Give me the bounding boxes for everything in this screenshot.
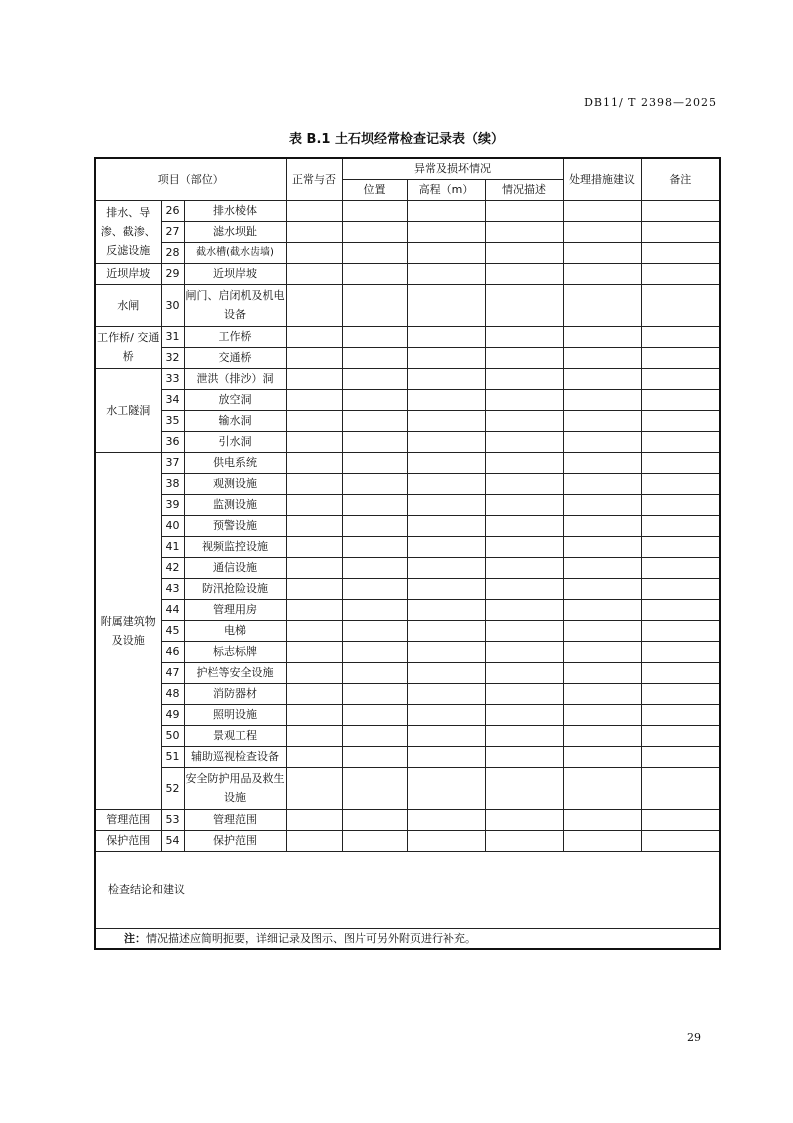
category-auxiliary: 附属建筑物及设施 bbox=[95, 452, 161, 809]
cell-remarks[interactable] bbox=[641, 494, 720, 515]
cell-remarks[interactable] bbox=[641, 725, 720, 746]
cell-description[interactable] bbox=[485, 683, 563, 704]
cell-normal[interactable] bbox=[286, 599, 342, 620]
cell-measures[interactable] bbox=[563, 746, 641, 767]
row-item-name: 滤水坝趾 bbox=[184, 221, 286, 242]
cell-position[interactable] bbox=[342, 221, 407, 242]
row-item-name: 引水洞 bbox=[184, 431, 286, 452]
cell-elevation[interactable] bbox=[407, 683, 485, 704]
cell-measures[interactable] bbox=[563, 809, 641, 830]
row-number: 46 bbox=[161, 641, 184, 662]
cell-normal[interactable] bbox=[286, 641, 342, 662]
cell-remarks[interactable] bbox=[641, 368, 720, 389]
cell-measures[interactable] bbox=[563, 578, 641, 599]
cell-position[interactable] bbox=[342, 326, 407, 347]
conclusion-label: 检查结论和建议 bbox=[108, 883, 185, 896]
row-number: 41 bbox=[161, 536, 184, 557]
cell-position[interactable] bbox=[342, 662, 407, 683]
cell-normal[interactable] bbox=[286, 494, 342, 515]
row-number: 40 bbox=[161, 515, 184, 536]
row-item-name: 电梯 bbox=[184, 620, 286, 641]
cell-description[interactable] bbox=[485, 494, 563, 515]
cell-description[interactable] bbox=[485, 431, 563, 452]
header-measures: 处理措施建议 bbox=[563, 158, 641, 200]
category-sluice: 水闸 bbox=[95, 284, 161, 326]
cell-description[interactable] bbox=[485, 746, 563, 767]
cell-position[interactable] bbox=[342, 725, 407, 746]
cell-elevation[interactable] bbox=[407, 200, 485, 221]
row-number: 28 bbox=[161, 242, 184, 263]
row-item-name: 预警设施 bbox=[184, 515, 286, 536]
cell-normal[interactable] bbox=[286, 410, 342, 431]
row-number: 36 bbox=[161, 431, 184, 452]
row-number: 31 bbox=[161, 326, 184, 347]
cell-description[interactable] bbox=[485, 284, 563, 326]
cell-normal[interactable] bbox=[286, 683, 342, 704]
cell-position[interactable] bbox=[342, 200, 407, 221]
cell-remarks[interactable] bbox=[641, 431, 720, 452]
cell-description[interactable] bbox=[485, 704, 563, 725]
conclusion-cell[interactable] bbox=[95, 851, 720, 928]
category-drainage: 排水、导渗、截渗、反滤设施 bbox=[95, 200, 161, 263]
cell-elevation[interactable] bbox=[407, 263, 485, 284]
cell-measures[interactable] bbox=[563, 347, 641, 368]
cell-elevation[interactable] bbox=[407, 725, 485, 746]
cell-position[interactable] bbox=[342, 242, 407, 263]
cell-measures[interactable] bbox=[563, 494, 641, 515]
cell-elevation[interactable] bbox=[407, 410, 485, 431]
cell-position[interactable] bbox=[342, 284, 407, 326]
cell-normal[interactable] bbox=[286, 725, 342, 746]
cell-position[interactable] bbox=[342, 515, 407, 536]
cell-normal[interactable] bbox=[286, 578, 342, 599]
cell-normal[interactable] bbox=[286, 473, 342, 494]
note-text: 情况描述应简明扼要，详细记录及图示、图片可另外附页进行补充。 bbox=[146, 931, 476, 945]
cell-measures[interactable] bbox=[563, 221, 641, 242]
cell-position[interactable] bbox=[342, 599, 407, 620]
cell-remarks[interactable] bbox=[641, 326, 720, 347]
cell-measures[interactable] bbox=[563, 725, 641, 746]
row-number: 49 bbox=[161, 704, 184, 725]
category-tunnel: 水工隧洞 bbox=[95, 368, 161, 452]
cell-position[interactable] bbox=[342, 368, 407, 389]
cell-remarks[interactable] bbox=[641, 662, 720, 683]
cell-measures[interactable] bbox=[563, 473, 641, 494]
cell-measures[interactable] bbox=[563, 410, 641, 431]
category-bank-slope: 近坝岸坡 bbox=[95, 263, 161, 284]
cell-elevation[interactable] bbox=[407, 452, 485, 473]
header-position: 位置 bbox=[342, 179, 407, 200]
cell-remarks[interactable] bbox=[641, 347, 720, 368]
cell-measures[interactable] bbox=[563, 389, 641, 410]
cell-measures[interactable] bbox=[563, 830, 641, 851]
cell-position[interactable] bbox=[342, 431, 407, 452]
cell-measures[interactable] bbox=[563, 557, 641, 578]
cell-elevation[interactable] bbox=[407, 557, 485, 578]
cell-measures[interactable] bbox=[563, 641, 641, 662]
cell-normal[interactable] bbox=[286, 368, 342, 389]
cell-measures[interactable] bbox=[563, 683, 641, 704]
row-item-name: 通信设施 bbox=[184, 557, 286, 578]
cell-description[interactable] bbox=[485, 515, 563, 536]
cell-description[interactable] bbox=[485, 725, 563, 746]
cell-description[interactable] bbox=[485, 452, 563, 473]
cell-remarks[interactable] bbox=[641, 284, 720, 326]
header-remarks: 备注 bbox=[641, 158, 720, 200]
cell-description[interactable] bbox=[485, 767, 563, 809]
row-item-name: 观测设施 bbox=[184, 473, 286, 494]
cell-description[interactable] bbox=[485, 830, 563, 851]
row-item-name: 监测设施 bbox=[184, 494, 286, 515]
cell-position[interactable] bbox=[342, 263, 407, 284]
row-item-name: 保护范围 bbox=[184, 830, 286, 851]
cell-position[interactable] bbox=[342, 704, 407, 725]
inspection-record-table bbox=[94, 157, 721, 950]
cell-description[interactable] bbox=[485, 662, 563, 683]
cell-description[interactable] bbox=[485, 536, 563, 557]
row-item-name: 标志标牌 bbox=[184, 641, 286, 662]
row-item-name: 工作桥 bbox=[184, 326, 286, 347]
cell-position[interactable] bbox=[342, 410, 407, 431]
row-number: 52 bbox=[161, 767, 184, 809]
cell-description[interactable] bbox=[485, 410, 563, 431]
cell-remarks[interactable] bbox=[641, 620, 720, 641]
cell-elevation[interactable] bbox=[407, 368, 485, 389]
cell-remarks[interactable] bbox=[641, 221, 720, 242]
row-number: 44 bbox=[161, 599, 184, 620]
cell-description[interactable] bbox=[485, 389, 563, 410]
cell-remarks[interactable] bbox=[641, 599, 720, 620]
cell-measures[interactable] bbox=[563, 452, 641, 473]
header-normal: 正常与否 bbox=[286, 158, 342, 200]
cell-description[interactable] bbox=[485, 200, 563, 221]
cell-description[interactable] bbox=[485, 557, 563, 578]
row-number: 27 bbox=[161, 221, 184, 242]
cell-measures[interactable] bbox=[563, 263, 641, 284]
cell-normal[interactable] bbox=[286, 557, 342, 578]
cell-description[interactable] bbox=[485, 809, 563, 830]
cell-measures[interactable] bbox=[563, 620, 641, 641]
cell-position[interactable] bbox=[342, 641, 407, 662]
row-item-name: 排水棱体 bbox=[184, 200, 286, 221]
cell-position[interactable] bbox=[342, 452, 407, 473]
cell-measures[interactable] bbox=[563, 662, 641, 683]
cell-normal[interactable] bbox=[286, 767, 342, 809]
cell-normal[interactable] bbox=[286, 746, 342, 767]
row-item-name: 泄洪（排沙）洞 bbox=[184, 368, 286, 389]
row-number: 42 bbox=[161, 557, 184, 578]
cell-remarks[interactable] bbox=[641, 200, 720, 221]
row-number: 48 bbox=[161, 683, 184, 704]
cell-remarks[interactable] bbox=[641, 473, 720, 494]
cell-normal[interactable] bbox=[286, 704, 342, 725]
row-item-name: 管理范围 bbox=[184, 809, 286, 830]
cell-remarks[interactable] bbox=[641, 830, 720, 851]
cell-remarks[interactable] bbox=[641, 557, 720, 578]
header-description: 情况描述 bbox=[485, 179, 563, 200]
cell-description[interactable] bbox=[485, 242, 563, 263]
cell-remarks[interactable] bbox=[641, 515, 720, 536]
cell-normal[interactable] bbox=[286, 221, 342, 242]
row-number: 39 bbox=[161, 494, 184, 515]
cell-elevation[interactable] bbox=[407, 662, 485, 683]
table-title: 表 B.1 土石坝经常检查记录表（续） bbox=[289, 132, 504, 147]
cell-normal[interactable] bbox=[286, 200, 342, 221]
cell-position[interactable] bbox=[342, 767, 407, 809]
cell-position[interactable] bbox=[342, 830, 407, 851]
row-number: 33 bbox=[161, 368, 184, 389]
row-item-name: 近坝岸坡 bbox=[184, 263, 286, 284]
cell-elevation[interactable] bbox=[407, 578, 485, 599]
cell-elevation[interactable] bbox=[407, 536, 485, 557]
row-item-name: 放空洞 bbox=[184, 389, 286, 410]
cell-measures[interactable] bbox=[563, 242, 641, 263]
page-number: 29 bbox=[687, 1031, 701, 1044]
cell-elevation[interactable] bbox=[407, 746, 485, 767]
cell-remarks[interactable] bbox=[641, 242, 720, 263]
cell-elevation[interactable] bbox=[407, 326, 485, 347]
cell-elevation[interactable] bbox=[407, 431, 485, 452]
cell-measures[interactable] bbox=[563, 536, 641, 557]
row-number: 51 bbox=[161, 746, 184, 767]
row-number: 37 bbox=[161, 452, 184, 473]
row-number: 47 bbox=[161, 662, 184, 683]
cell-elevation[interactable] bbox=[407, 389, 485, 410]
cell-position[interactable] bbox=[342, 347, 407, 368]
header-elevation: 高程（m） bbox=[407, 179, 485, 200]
row-item-name: 闸门、启闭机及机电设备 bbox=[184, 284, 286, 326]
category-protection: 保护范围 bbox=[95, 830, 161, 851]
cell-measures[interactable] bbox=[563, 326, 641, 347]
cell-elevation[interactable] bbox=[407, 473, 485, 494]
row-item-name: 输水洞 bbox=[184, 410, 286, 431]
cell-measures[interactable] bbox=[563, 515, 641, 536]
cell-elevation[interactable] bbox=[407, 830, 485, 851]
cell-normal[interactable] bbox=[286, 452, 342, 473]
cell-position[interactable] bbox=[342, 536, 407, 557]
cell-elevation[interactable] bbox=[407, 347, 485, 368]
cell-remarks[interactable] bbox=[641, 389, 720, 410]
row-number: 43 bbox=[161, 578, 184, 599]
cell-remarks[interactable] bbox=[641, 641, 720, 662]
cell-position[interactable] bbox=[342, 620, 407, 641]
cell-normal[interactable] bbox=[286, 431, 342, 452]
cell-position[interactable] bbox=[342, 473, 407, 494]
row-item-name: 交通桥 bbox=[184, 347, 286, 368]
cell-normal[interactable] bbox=[286, 515, 342, 536]
cell-remarks[interactable] bbox=[641, 746, 720, 767]
cell-position[interactable] bbox=[342, 746, 407, 767]
cell-elevation[interactable] bbox=[407, 809, 485, 830]
row-item-name: 截水槽(截水齿墙) bbox=[184, 242, 286, 263]
cell-remarks[interactable] bbox=[641, 536, 720, 557]
cell-elevation[interactable] bbox=[407, 494, 485, 515]
row-number: 26 bbox=[161, 200, 184, 221]
cell-remarks[interactable] bbox=[641, 683, 720, 704]
row-item-name: 消防器材 bbox=[184, 683, 286, 704]
row-item-name: 管理用房 bbox=[184, 599, 286, 620]
cell-normal[interactable] bbox=[286, 347, 342, 368]
cell-measures[interactable] bbox=[563, 284, 641, 326]
cell-measures[interactable] bbox=[563, 368, 641, 389]
cell-remarks[interactable] bbox=[641, 809, 720, 830]
cell-measures[interactable] bbox=[563, 704, 641, 725]
cell-elevation[interactable] bbox=[407, 515, 485, 536]
row-number: 35 bbox=[161, 410, 184, 431]
row-number: 53 bbox=[161, 809, 184, 830]
header-item: 项目（部位） bbox=[95, 158, 286, 200]
row-item-name: 视频监控设施 bbox=[184, 536, 286, 557]
cell-description[interactable] bbox=[485, 641, 563, 662]
cell-elevation[interactable] bbox=[407, 767, 485, 809]
cell-measures[interactable] bbox=[563, 431, 641, 452]
row-item-name: 辅助巡视检查设备 bbox=[184, 746, 286, 767]
cell-measures[interactable] bbox=[563, 767, 641, 809]
cell-normal[interactable] bbox=[286, 809, 342, 830]
cell-elevation[interactable] bbox=[407, 704, 485, 725]
cell-normal[interactable] bbox=[286, 284, 342, 326]
cell-description[interactable] bbox=[485, 599, 563, 620]
cell-position[interactable] bbox=[342, 683, 407, 704]
cell-elevation[interactable] bbox=[407, 242, 485, 263]
cell-description[interactable] bbox=[485, 368, 563, 389]
row-item-name: 安全防护用品及救生设施 bbox=[184, 767, 286, 809]
category-bridge: 工作桥/ 交通桥 bbox=[95, 326, 161, 368]
cell-description[interactable] bbox=[485, 620, 563, 641]
row-number: 32 bbox=[161, 347, 184, 368]
row-number: 54 bbox=[161, 830, 184, 851]
header-abnormal-group: 异常及损坏情况 bbox=[342, 158, 563, 179]
row-number: 50 bbox=[161, 725, 184, 746]
row-number: 29 bbox=[161, 263, 184, 284]
row-number: 30 bbox=[161, 284, 184, 326]
cell-description[interactable] bbox=[485, 473, 563, 494]
cell-measures[interactable] bbox=[563, 599, 641, 620]
row-number: 45 bbox=[161, 620, 184, 641]
cell-position[interactable] bbox=[342, 809, 407, 830]
cell-description[interactable] bbox=[485, 326, 563, 347]
row-number: 34 bbox=[161, 389, 184, 410]
cell-description[interactable] bbox=[485, 263, 563, 284]
cell-elevation[interactable] bbox=[407, 221, 485, 242]
row-item-name: 护栏等安全设施 bbox=[184, 662, 286, 683]
cell-elevation[interactable] bbox=[407, 599, 485, 620]
note-prefix: 注： bbox=[124, 931, 146, 945]
cell-description[interactable] bbox=[485, 578, 563, 599]
row-number: 38 bbox=[161, 473, 184, 494]
cell-normal[interactable] bbox=[286, 662, 342, 683]
cell-position[interactable] bbox=[342, 557, 407, 578]
cell-measures[interactable] bbox=[563, 200, 641, 221]
cell-position[interactable] bbox=[342, 578, 407, 599]
cell-normal[interactable] bbox=[286, 536, 342, 557]
cell-normal[interactable] bbox=[286, 830, 342, 851]
standard-code: DB11/ T 2398—2025 bbox=[584, 96, 717, 109]
cell-position[interactable] bbox=[342, 389, 407, 410]
cell-normal[interactable] bbox=[286, 620, 342, 641]
cell-remarks[interactable] bbox=[641, 578, 720, 599]
cell-remarks[interactable] bbox=[641, 704, 720, 725]
note-cell bbox=[95, 928, 720, 949]
cell-position[interactable] bbox=[342, 494, 407, 515]
row-item-name: 防汛抢险设施 bbox=[184, 578, 286, 599]
cell-normal[interactable] bbox=[286, 389, 342, 410]
cell-elevation[interactable] bbox=[407, 641, 485, 662]
row-item-name: 供电系统 bbox=[184, 452, 286, 473]
row-item-name: 景观工程 bbox=[184, 725, 286, 746]
cell-remarks[interactable] bbox=[641, 767, 720, 809]
cell-normal[interactable] bbox=[286, 242, 342, 263]
cell-remarks[interactable] bbox=[641, 410, 720, 431]
cell-description[interactable] bbox=[485, 221, 563, 242]
category-management: 管理范围 bbox=[95, 809, 161, 830]
cell-elevation[interactable] bbox=[407, 284, 485, 326]
cell-remarks[interactable] bbox=[641, 263, 720, 284]
cell-normal[interactable] bbox=[286, 263, 342, 284]
cell-remarks[interactable] bbox=[641, 452, 720, 473]
cell-normal[interactable] bbox=[286, 326, 342, 347]
cell-description[interactable] bbox=[485, 347, 563, 368]
row-item-name: 照明设施 bbox=[184, 704, 286, 725]
cell-elevation[interactable] bbox=[407, 620, 485, 641]
